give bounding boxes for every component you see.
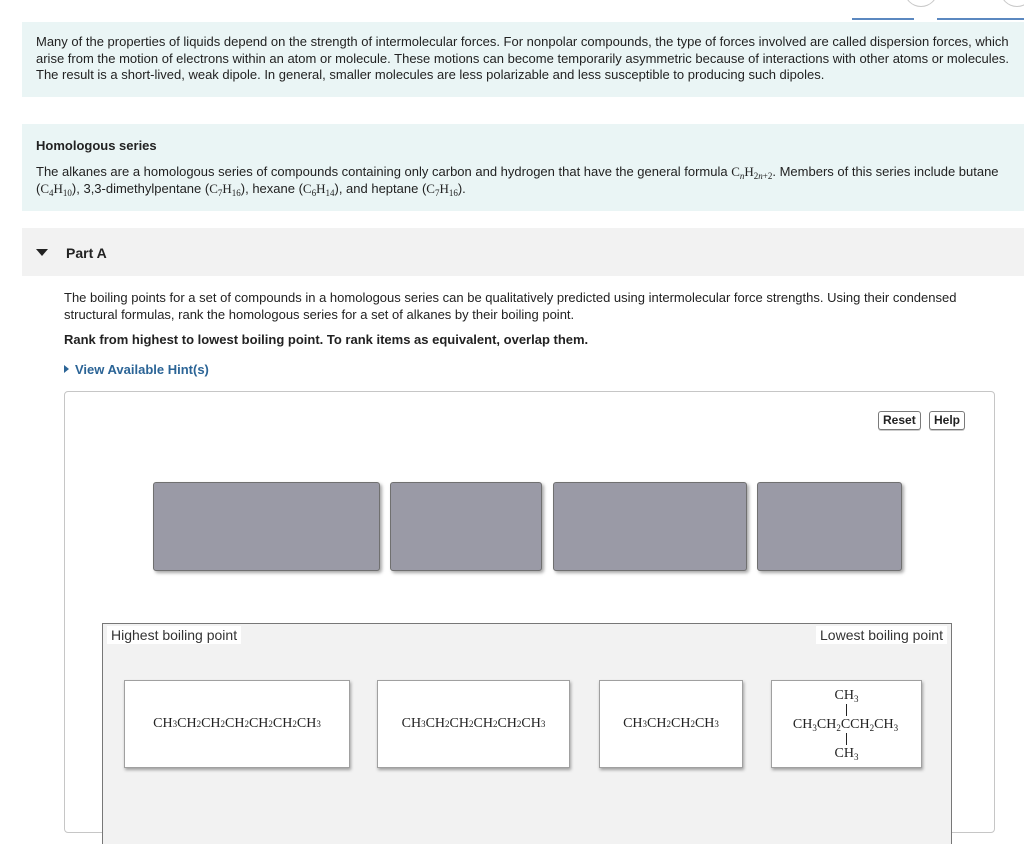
homologous-title: Homologous series <box>36 138 157 153</box>
highest-label: Highest boiling point <box>107 626 241 644</box>
homologous-series-box <box>22 124 1024 211</box>
tab-underline-left <box>852 18 914 20</box>
instruction-text: Rank from highest to lowest boiling point. To rank items as equivalent, overlap them. <box>64 332 589 347</box>
nav-circle-right[interactable] <box>1000 0 1024 7</box>
lowest-label: Lowest boiling point <box>816 626 947 644</box>
part-a-header[interactable] <box>22 228 1024 276</box>
drop-target-3[interactable] <box>553 482 747 571</box>
collapse-triangle-icon[interactable] <box>36 249 48 256</box>
branch-bottom: $CH_3$ <box>834 745 859 762</box>
part-a-title: Part A <box>66 245 107 261</box>
branched-structure <box>792 687 899 762</box>
item-dimethylpentane[interactable] <box>771 680 922 768</box>
drop-target-4[interactable] <box>757 482 902 571</box>
view-hints-label: View Available Hint(s) <box>75 362 209 377</box>
general-formula: $C_nH_{2n+2}$ <box>731 164 773 181</box>
item-hexane[interactable]: CH 3 CH 2 CH 2 CH 2 CH 2 CH 3 <box>377 680 570 768</box>
ranking-panel <box>64 391 995 833</box>
homologous-text: The alkanes are a homologous series of compounds containing only carbon and hydrogen that have the general formula $C_nH_{2n+2}$. Members of this series include butane $(C_4H_{10})$, 3,3-dimethylpentane $(C_7H_{16})$, hexane $(C_6H_{14})$, and heptane $(C_7H_{16})$. <box>36 164 999 198</box>
tab-underline-right <box>937 18 1024 20</box>
branch-main: $CH_3CH_2CCH_2CH_3$ <box>792 716 899 733</box>
caret-right-icon <box>64 365 69 373</box>
item-heptane[interactable]: CH 3 CH 2 CH 2 CH 2 CH 2 CH 2 CH 3 <box>124 680 350 768</box>
drop-target-2[interactable] <box>390 482 542 571</box>
drop-target-1[interactable] <box>153 482 380 571</box>
help-button[interactable]: Help <box>929 411 965 430</box>
dimethylpentane-formula: $C_7H_{16}$ <box>209 181 241 198</box>
branch-top: $CH_3$ <box>834 687 859 704</box>
intro-text: Many of the properties of liquids depend on the strength of intermolecular forces. For nonpolar compounds, the type of forces involved are called dispersion forces, which arise from the motion of electrons within an atom or molecule. These motions can become temporarily asymmetric because of interactions with other atoms or molecules. The result is a short-lived, weak dipole. In general, smaller molecules are less polarizable and less susceptible to producing such dipoles. <box>36 34 1010 82</box>
bond-top <box>846 704 847 716</box>
view-hints-link[interactable] <box>64 362 209 377</box>
item-butane[interactable]: CH 3 CH 2 CH 2 CH 3 <box>599 680 743 768</box>
intro-box <box>22 22 1024 97</box>
heptane-formula: $C_7H_{16}$ <box>426 181 458 198</box>
bond-bottom <box>846 733 847 745</box>
hexane-formula: $C_6H_{14}$ <box>302 181 335 198</box>
nav-circle-left[interactable] <box>904 0 938 7</box>
reset-button[interactable]: Reset <box>878 411 921 430</box>
butane-formula: $C_4H_{10}$ <box>40 181 72 198</box>
question-text: The boiling points for a set of compounds in a homologous series can be qualitatively predicted using intermolecular force strengths. Using their condensed structural formulas, rank the homologous series for a set of alkanes by their boiling point. <box>64 290 957 322</box>
